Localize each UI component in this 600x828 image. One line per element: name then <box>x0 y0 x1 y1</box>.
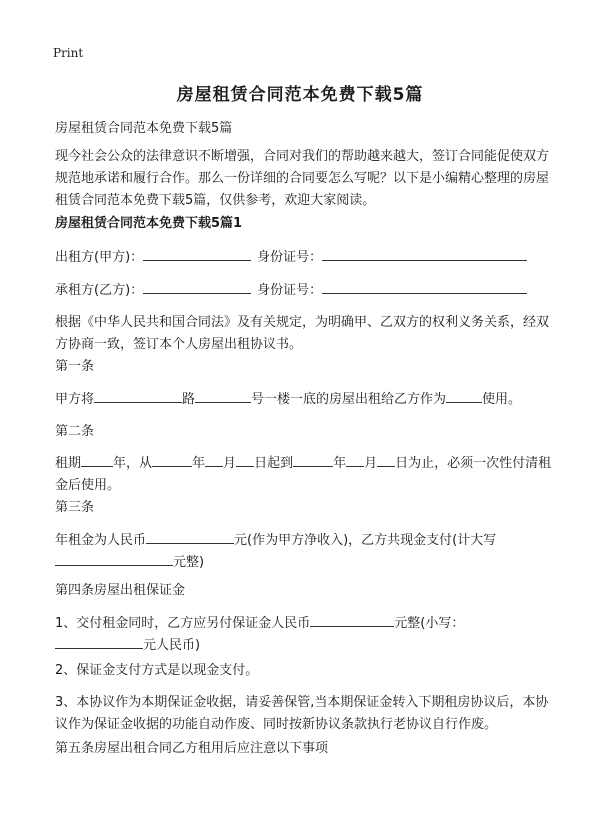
article-1-part-c: 号一楼一底的房屋出租给乙方作为 <box>251 392 447 407</box>
article-5-title: 第五条房屋出租合同乙方租用后应注意以下事项 <box>55 741 329 756</box>
article-3-part-a: 年租金为人民币 <box>55 533 147 548</box>
subtitle: 房屋租赁合同范本免费下载5篇 <box>55 121 233 136</box>
article-2-part-f: 年 <box>333 456 347 471</box>
article-3-part-b: 元(作为甲方净收入)，乙方共现金支付(计大写 <box>234 533 497 548</box>
lessor-label: 出租方(甲方)： <box>55 250 144 265</box>
page-title: 房屋租赁合同范本免费下载5篇 <box>176 85 424 105</box>
article-2-part-g: 月 <box>364 456 378 471</box>
start-month-blank[interactable] <box>205 453 223 467</box>
lessee-id-blank[interactable] <box>322 280 527 294</box>
print-link[interactable]: Print <box>53 46 84 60</box>
article-4-title: 第四条房屋出租保证金 <box>55 583 186 598</box>
article-1-part-d: 使用。 <box>482 392 522 407</box>
deposit-lowercase-blank[interactable] <box>55 635 143 649</box>
end-day-blank[interactable] <box>377 453 395 467</box>
end-month-blank[interactable] <box>346 453 364 467</box>
article-2-title: 第二条 <box>55 424 95 439</box>
basis-paragraph: 根据《中华人民共和国合同法》及有关规定，为明确甲、乙双方的权利义务关系，经双方协商一致，签订本个人房屋出租协议书。 <box>55 315 550 352</box>
rent-uppercase-blank[interactable] <box>55 552 173 566</box>
article-2-text <box>55 453 555 497</box>
article-2-part-b: 年，从 <box>113 456 153 471</box>
term-years-blank[interactable] <box>81 453 113 467</box>
lessor-id-blank[interactable] <box>322 247 527 261</box>
usage-blank[interactable] <box>446 389 482 403</box>
article-4-item-2: 2、保证金支付方式是以现金支付。 <box>55 663 259 678</box>
intro-paragraph: 现今社会公众的法律意识不断增强，合同对我们的帮助越来越大，签订合同能促使双方规范地承诺和履行合作。那么一份详细的合同要怎么写呢？以下是小编精心整理的房屋租赁合同范本免费下载5篇，仅供参考，欢迎大家阅读。 <box>55 149 550 208</box>
lessee-name-blank[interactable] <box>143 280 251 294</box>
article-4-item-3: 3、本协议作为本期保证金收据，请妥善保管,当本期保证金转入下期租房协议后，本协议作为保证金收据的功能自动作废、同时按新协议条款执行老协议自行作废。 <box>55 695 549 732</box>
article-1-title: 第一条 <box>55 359 95 374</box>
lessee-label: 承租方(乙方)： <box>55 283 144 298</box>
article-4-item-1-part-c: 元人民币) <box>143 638 201 653</box>
article-3-text <box>55 530 555 574</box>
section-heading: 房屋租赁合同范本免费下载5篇1 <box>55 216 243 231</box>
lessor-line <box>55 247 555 269</box>
article-2-part-a: 租期 <box>55 456 82 471</box>
article-2-part-h: 日为止，必须一次性付清租金后使用。 <box>55 456 552 493</box>
article-1-part-b: 路 <box>182 392 196 407</box>
lessee-line <box>55 280 555 302</box>
end-year-blank[interactable] <box>293 453 333 467</box>
lessor-id-label: 身份证号： <box>257 250 323 265</box>
start-day-blank[interactable] <box>236 453 254 467</box>
start-year-blank[interactable] <box>152 453 192 467</box>
lessor-name-blank[interactable] <box>143 247 251 261</box>
article-2-part-c: 年 <box>192 456 206 471</box>
annual-rent-blank[interactable] <box>146 530 234 544</box>
road-blank[interactable] <box>94 389 182 403</box>
article-1-text <box>55 389 555 411</box>
number-blank[interactable] <box>195 389 251 403</box>
article-4-item-1-part-b: 元整(小写： <box>394 616 465 631</box>
article-2-part-d: 月 <box>223 456 237 471</box>
article-1-part-a: 甲方将 <box>55 392 95 407</box>
article-3-part-c: 元整) <box>173 555 205 570</box>
deposit-blank[interactable] <box>310 613 394 627</box>
article-4-item-1-part-a: 1、交付租金同时，乙方应另付保证金人民币 <box>55 616 311 631</box>
lessee-id-label: 身份证号： <box>257 283 323 298</box>
article-2-part-e: 日起到 <box>254 456 294 471</box>
article-3-title: 第三条 <box>55 500 95 515</box>
article-4-item-1 <box>55 613 555 657</box>
